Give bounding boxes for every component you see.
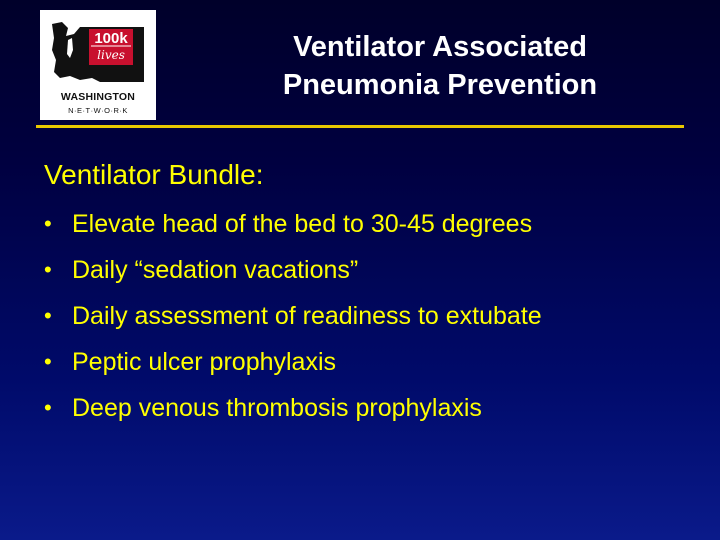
bullet-item — [44, 388, 542, 434]
slide-title-line-2: Pneumonia Prevention — [282, 69, 598, 101]
bullet-item — [44, 342, 542, 388]
washington-network-logo — [40, 10, 156, 120]
bundle-heading: Ventilator Bundle: — [44, 159, 264, 190]
logo-state-text: WASHINGTON — [60, 91, 136, 103]
bullet-glyph: • — [44, 349, 52, 374]
bullet-text: Deep venous thrombosis prophylaxis — [72, 394, 482, 422]
title-divider — [36, 125, 684, 128]
bullet-glyph: • — [44, 303, 52, 328]
bullet-text: Peptic ulcer prophylaxis — [72, 348, 337, 376]
bullet-text: Elevate head of the bed to 30-45 degrees — [72, 210, 533, 238]
bullet-glyph: • — [44, 395, 52, 420]
bullet-text: Daily assessment of readiness to extubate — [72, 302, 542, 330]
washington-state-map-icon — [40, 10, 156, 120]
bullet-glyph: • — [44, 211, 52, 236]
bullet-glyph: • — [44, 257, 52, 282]
slide-title — [220, 28, 660, 104]
bullet-text: Daily “sedation vacations” — [72, 256, 359, 284]
slide-title-line-1: Ventilator Associated — [293, 31, 587, 63]
bullet-item — [44, 296, 542, 342]
bundle-bullet-list — [44, 204, 542, 434]
logo-network-text: N·E·T·W·O·R·K — [68, 106, 128, 115]
logo-badge-bottom: lives — [97, 48, 125, 62]
bullet-item — [44, 204, 542, 250]
logo-badge-top: 100k — [94, 30, 128, 47]
bullet-item — [44, 250, 542, 296]
